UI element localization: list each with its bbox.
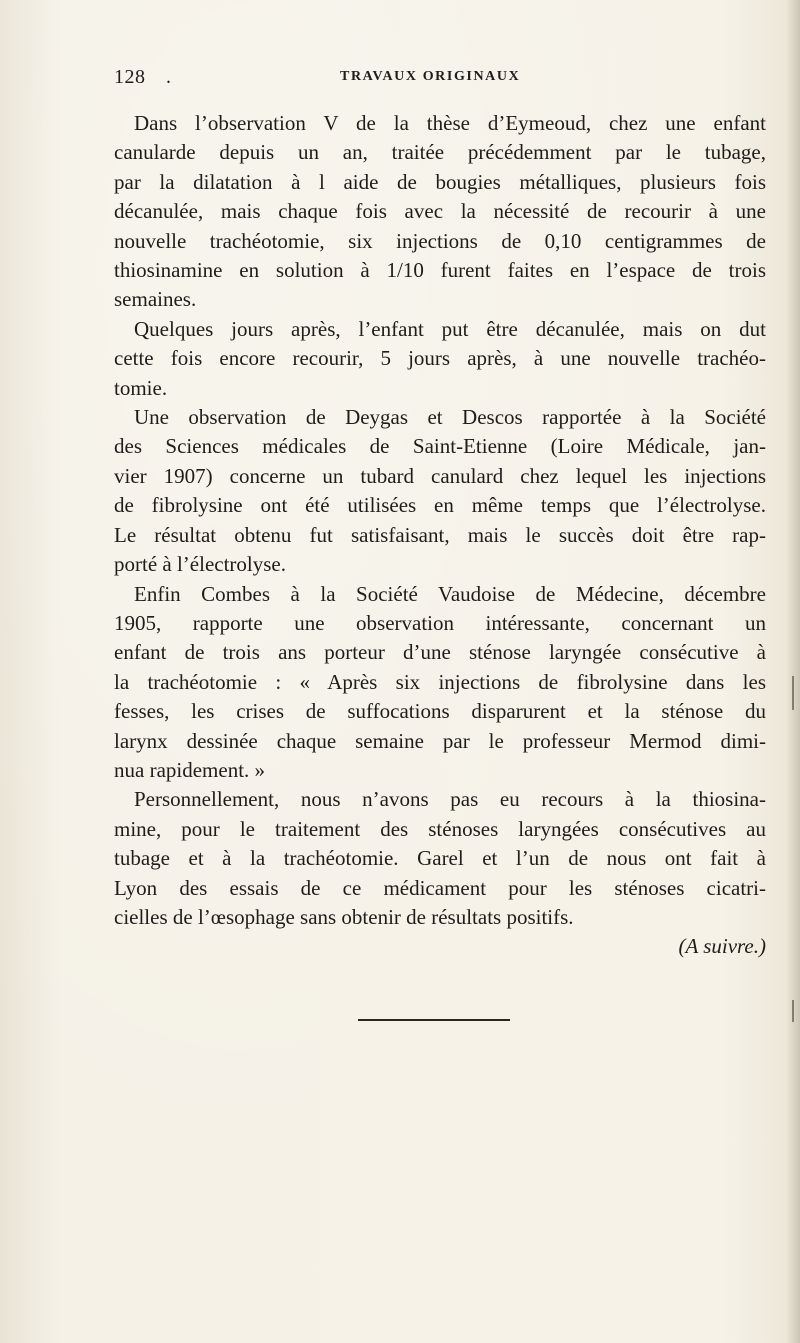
text-line: cielles de l’œsophage sans obtenir de résultats positifs. — [114, 904, 574, 929]
text-line: canularde depuis un an, traitée précédemment par le tubage, — [114, 140, 766, 165]
text-line: nua rapidement. » — [114, 757, 266, 782]
text-line: Le résultat obtenu fut satisfaisant, mais le succès doit être rap- — [114, 522, 766, 547]
to-be-continued: (A suivre.) — [678, 934, 766, 959]
text-line: fesses, les crises de suffocations disparurent et la sténose du — [114, 699, 766, 724]
text-line: cette fois encore recourir, 5 jours après, à une nouvelle trachéo- — [114, 346, 766, 371]
paragraph-3 — [114, 403, 766, 579]
page-number: 128 — [114, 66, 146, 88]
text-line: mine, pour le traitement des sténoses laryngées consécutives au — [114, 816, 766, 841]
text-line: porté à l’électrolyse. — [114, 552, 286, 577]
text-line: tomie. — [114, 375, 168, 400]
text-line: des Sciences médicales de Saint-Etienne (Loire Médicale, jan- — [114, 434, 766, 459]
text-line: décanulée, mais chaque fois avec la nécessité de recourir à une — [114, 199, 766, 224]
paragraph-5 — [114, 785, 766, 932]
paragraph-4 — [114, 580, 766, 786]
text-line: semaines. — [114, 287, 197, 312]
text-line: nouvelle trachéotomie, six injections de 0,10 centigrammes de — [114, 228, 766, 253]
text-line: Quelques jours après, l’enfant put être décanulée, mais on dut — [134, 316, 766, 341]
header-separator: . — [166, 66, 171, 88]
paragraph-1 — [114, 109, 766, 315]
text-line: Enfin Combes à la Société Vaudoise de Médecine, décembre — [134, 581, 766, 606]
paragraph-2 — [114, 315, 766, 403]
running-head: TRAVAUX ORIGINAUX — [340, 69, 521, 84]
margin-mark — [792, 676, 794, 710]
text-line: 1905, rapporte une observation intéressante, concernant un — [114, 610, 766, 635]
text-line: larynx dessinée chaque semaine par le professeur Mermod dimi- — [114, 728, 766, 753]
text-line: thiosinamine en solution à 1/10 furent faites en l’espace de trois — [114, 258, 766, 283]
end-rule — [358, 1019, 510, 1021]
text-line: Dans l’observation V de la thèse d’Eymeoud, chez une enfant — [134, 111, 766, 135]
text-line: Lyon des essais de ce médicament pour les sténoses cicatri- — [114, 875, 766, 900]
body-text — [114, 109, 766, 962]
text-line: tubage et à la trachéotomie. Garel et l’un de nous ont fait à — [114, 846, 766, 871]
page-header — [114, 66, 764, 92]
text-line: Une observation de Deygas et Descos rapportée à la Société — [134, 405, 766, 430]
text-line: de fibrolysine ont été utilisées en même temps que l’électrolyse. — [114, 493, 766, 518]
page-edge-shadow — [786, 0, 800, 1343]
margin-mark — [792, 1000, 794, 1022]
text-line: enfant de trois ans porteur d’une sténose laryngée consécutive à — [114, 640, 766, 665]
text-line: Personnellement, nous n’avons pas eu recours à la thiosina- — [134, 787, 766, 812]
text-line: la trachéotomie : « Après six injections de fibrolysine dans les — [114, 669, 766, 694]
text-line: par la dilatation à l aide de bougies métalliques, plusieurs fois — [114, 169, 766, 194]
text-line: vier 1907) concerne un tubard canulard chez lequel les injections — [114, 463, 766, 488]
